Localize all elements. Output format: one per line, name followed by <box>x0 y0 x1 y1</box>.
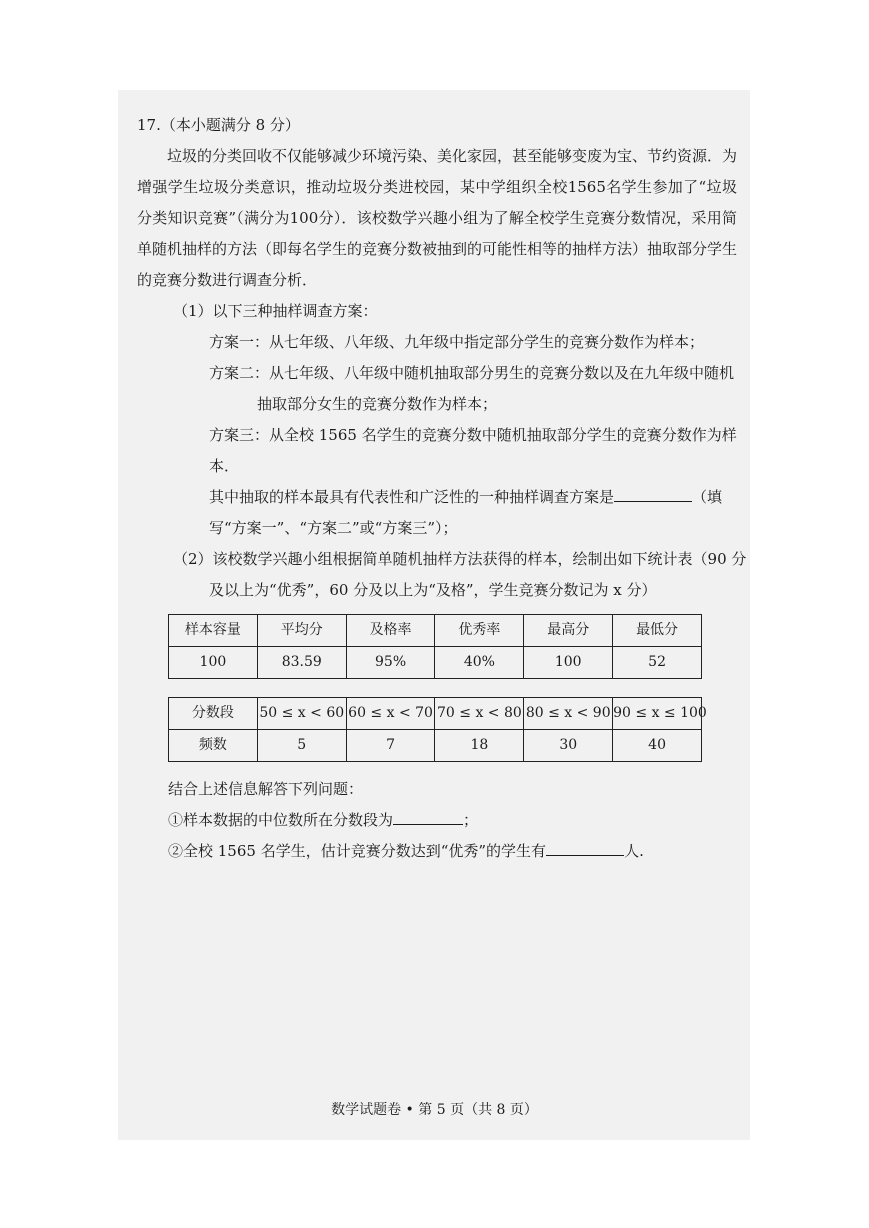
table-header-cell: 60 ≤ x < 70 <box>346 698 435 730</box>
sub-question-2 <box>168 836 737 867</box>
table-header-cell: 90 ≤ x ≤ 100 <box>613 698 702 730</box>
table-header-cell: 及格率 <box>346 615 435 647</box>
table-cell: 52 <box>613 647 702 679</box>
answer-blank-1[interactable] <box>614 487 692 502</box>
sub-question-2-text: ②全校 1565 名学生，估计竞赛分数达到“优秀”的学生有 <box>168 842 547 860</box>
answer-blank-3[interactable] <box>546 841 624 856</box>
table-cell: 频数 <box>169 730 258 762</box>
sub-question-1-text: ①样本数据的中位数所在分数段为 <box>168 811 394 829</box>
table-header-cell: 样本容量 <box>169 615 258 647</box>
part1-label: （1）以下三种抽样调查方案： <box>173 302 378 320</box>
table-header-cell: 最低分 <box>613 615 702 647</box>
table-header-cell: 分数段 <box>169 698 258 730</box>
table-header-cell: 70 ≤ x < 80 <box>435 698 524 730</box>
sub-question-1-end: ； <box>463 811 479 829</box>
table-header-cell: 平均分 <box>257 615 346 647</box>
table-cell: 40 <box>613 730 702 762</box>
table-row <box>169 698 702 730</box>
table-header-cell: 优秀率 <box>435 615 524 647</box>
plan-1: 方案一：从七年级、八年级、九年级中指定部分学生的竞赛分数作为样本； <box>209 333 705 351</box>
part2-line2: 及以上为“优秀”，60 分及以上为“及格”，学生竞赛分数记为 x 分） <box>209 581 657 599</box>
part2-line1: （2）该校数学兴趣小组根据简单随机抽样方法获得的样本，绘制出如下统计表（90 分 <box>173 550 747 568</box>
table-cell: 40% <box>435 647 524 679</box>
question-title: 17.（本小题满分 8 分） <box>137 116 300 134</box>
plan-3: 方案三：从全校 1565 名学生的竞赛分数中随机抽取部分学生的竞赛分数作为样本． <box>209 426 737 475</box>
combine-instruction: 结合上述信息解答下列问题： <box>168 780 364 798</box>
plan-2: 方案二：从七年级、八年级中随机抽取部分男生的竞赛分数以及在九年级中随机抽取部分女生的竞赛分数作为样本； <box>209 364 735 413</box>
table-cell: 95% <box>346 647 435 679</box>
table-row <box>169 730 702 762</box>
summary-table <box>168 614 702 679</box>
table-cell: 83.59 <box>257 647 346 679</box>
sub-question-1 <box>168 805 737 836</box>
table-cell: 18 <box>435 730 524 762</box>
answer-blank-2[interactable] <box>393 810 463 825</box>
question-intro: 垃圾的分类回收不仅能够减少环境污染、美化家园，甚至能够变废为宝、节约资源．为增强学生垃圾分类意识，推动垃圾分类进校园，某中学组织全校1565名学生参加了“垃圾分类知识竞赛”（满分为100分）．该校数学兴趣小组为了解全校学生竞赛分数情况，采用简单随机抽样的方法（即每名学生的竞赛分数被抽到的可能性相等的抽样方法）抽取部分学生的竞赛分数进行调查分析． <box>137 147 738 289</box>
question-17 <box>137 110 747 867</box>
table-header-cell: 最高分 <box>524 615 613 647</box>
sub-questions <box>137 774 737 867</box>
table-header-cell: 80 ≤ x < 90 <box>524 698 613 730</box>
sub-question-2-end: 人. <box>624 842 644 860</box>
table-cell: 5 <box>257 730 346 762</box>
table-cell: 100 <box>524 647 613 679</box>
table-row <box>169 615 702 647</box>
table-header-cell: 50 ≤ x < 60 <box>257 698 346 730</box>
page-footer: 数学试题卷 • 第 5 页（共 8 页） <box>331 1102 538 1118</box>
table-cell: 30 <box>524 730 613 762</box>
part1-question-text: 其中抽取的样本最具有代表性和广泛性的一种抽样调查方案是 <box>209 488 615 506</box>
table-cell: 100 <box>169 647 258 679</box>
frequency-table <box>168 697 707 762</box>
table-cell: 7 <box>346 730 435 762</box>
table-row <box>169 647 702 679</box>
part1-question-hint: （填写“方案一”、“方案二”或“方案三”）； <box>209 488 723 537</box>
part1-question <box>209 482 737 544</box>
